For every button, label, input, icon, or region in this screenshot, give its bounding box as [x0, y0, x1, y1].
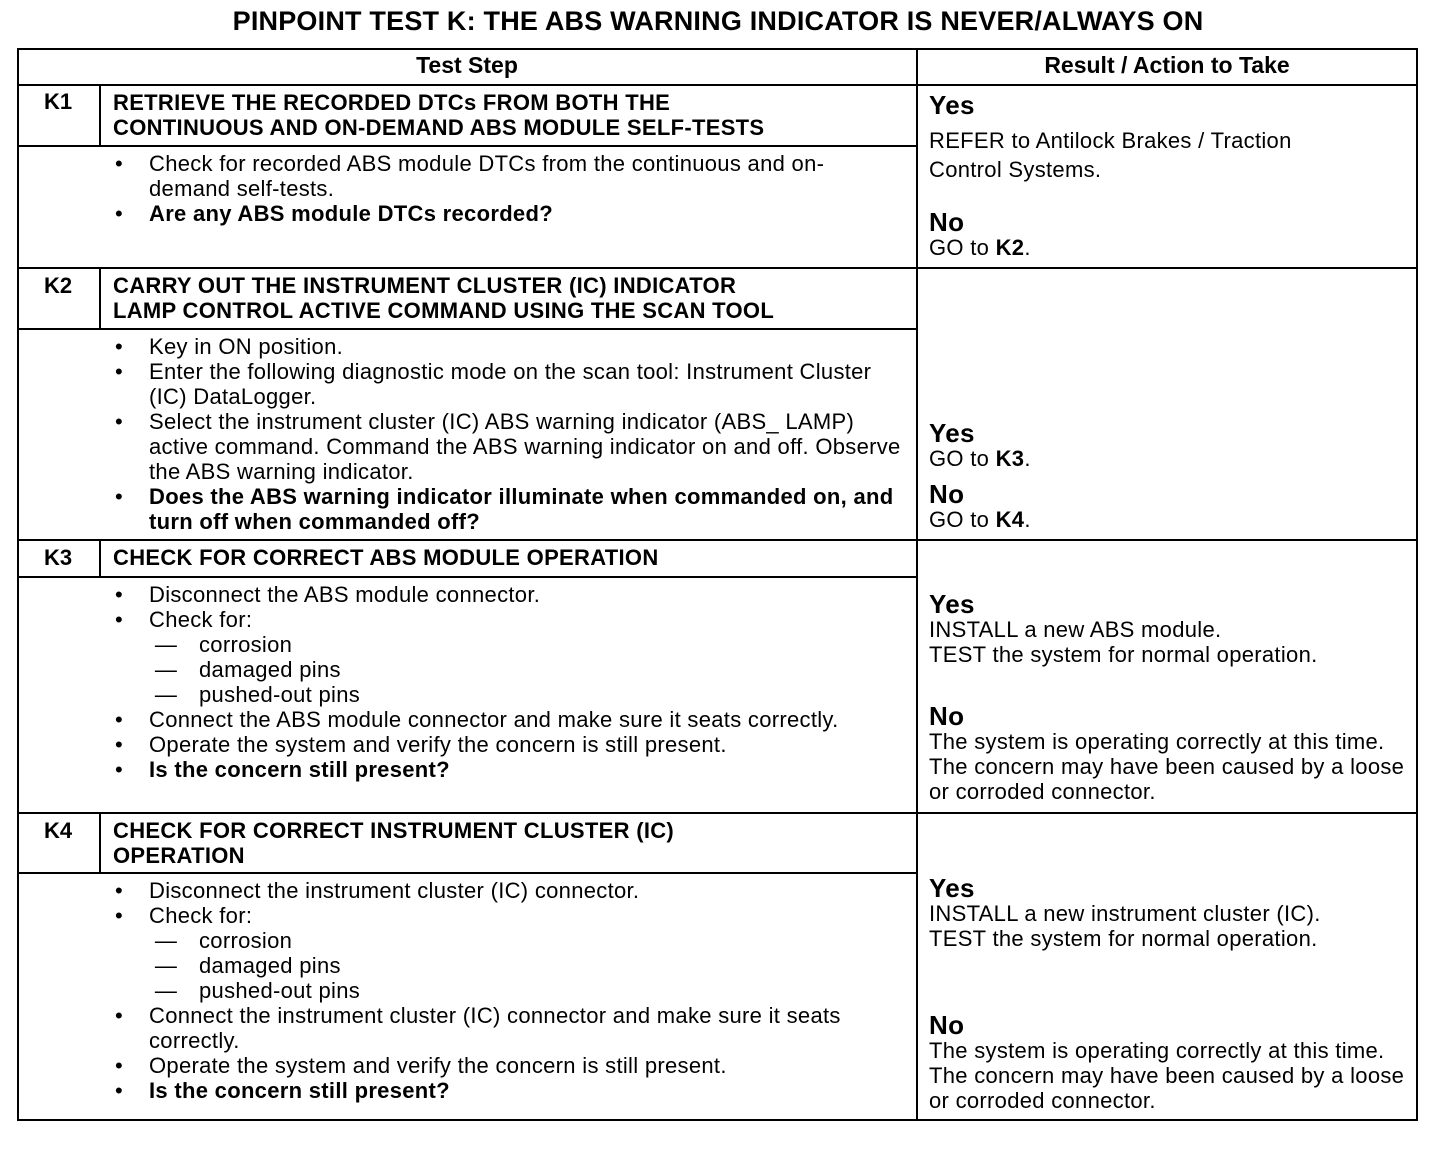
list-item-text: pushed-out pins	[199, 682, 361, 707]
yes-label: Yes	[929, 90, 975, 120]
list-item-text: Are any ABS module DTCs recorded?	[149, 201, 553, 226]
bullet-marker: •	[114, 878, 123, 903]
list-item-text: Operate the system and verify the concern is still present.	[149, 1053, 727, 1078]
row-divider-k2	[17, 539, 1418, 541]
list-item-text: corrosion	[199, 928, 293, 953]
list-item-text: Select the instrument cluster (IC) ABS warning indicator (ABS_ LAMP) active command. Command the ABS warning indicator on and off. Observe the ABS warning indicator.	[149, 409, 901, 484]
bullet-marker: •	[114, 1003, 123, 1028]
list-item	[112, 928, 902, 953]
list-item	[112, 878, 902, 903]
step-title-k1	[113, 90, 903, 140]
list-item-text: Check for recorded ABS module DTCs from the continuous and on-demand self-tests.	[149, 151, 825, 201]
no-text: The system is operating correctly at this time. The concern may have been caused by a loose or corroded connector.	[929, 729, 1405, 804]
step-id-k2: K2	[43, 273, 73, 298]
result-yes-k3	[929, 589, 1411, 667]
result-yes-k2	[929, 418, 1411, 471]
step-title-k3	[113, 545, 903, 570]
id-divider-k4	[99, 812, 101, 873]
list-item-text: Check for:	[149, 607, 253, 632]
list-item-text: Disconnect the instrument cluster (IC) connector.	[149, 878, 640, 903]
no-label: No	[929, 207, 965, 237]
bullet-marker: •	[114, 1078, 123, 1103]
list-item-text: Is the concern still present?	[149, 757, 450, 782]
no-suffix: .	[1024, 235, 1031, 260]
list-item	[112, 1003, 902, 1053]
no-label: No	[929, 1010, 965, 1040]
yes-text-line: INSTALL a new instrument cluster (IC).	[929, 901, 1321, 926]
list-item	[112, 707, 902, 732]
no-text	[929, 235, 1411, 260]
step-title-k2	[113, 273, 903, 323]
bullet-marker: •	[114, 1053, 123, 1078]
list-item	[112, 732, 902, 757]
step-items-k4	[112, 878, 902, 1103]
bullet-marker: •	[114, 582, 123, 607]
step-title-line: RETRIEVE THE RECORDED DTCs FROM BOTH THE	[113, 90, 671, 115]
list-item-text: Enter the following diagnostic mode on the scan tool: Instrument Cluster (IC) DataLogger.	[149, 359, 872, 409]
yes-label: Yes	[929, 589, 975, 619]
step-title-line: CHECK FOR CORRECT ABS MODULE OPERATION	[113, 545, 659, 570]
result-no-k1	[929, 207, 1411, 260]
yes-label: Yes	[929, 873, 975, 903]
bullet-marker: •	[114, 732, 123, 757]
page-title: PINPOINT TEST K: THE ABS WARNING INDICATOR IS NEVER/ALWAYS ON	[232, 6, 1204, 36]
result-no-k2	[929, 479, 1411, 532]
list-item	[112, 201, 902, 226]
list-item	[112, 484, 902, 534]
step-title-line: LAMP CONTROL ACTIVE COMMAND USING THE SCAN TOOL	[113, 298, 775, 323]
row-divider-k1	[17, 267, 1418, 269]
list-item-text: corrosion	[199, 632, 293, 657]
result-no-k4	[929, 1010, 1411, 1113]
list-item	[112, 607, 902, 632]
yes-prefix: GO to	[929, 446, 996, 471]
list-item-text: damaged pins	[199, 953, 341, 978]
list-item	[112, 757, 902, 782]
header-divider	[17, 84, 1418, 86]
title-divider-k3	[17, 576, 917, 578]
step-id-k4: K4	[43, 818, 73, 843]
column-divider	[916, 48, 918, 1121]
list-item-text: damaged pins	[199, 657, 341, 682]
yes-label: Yes	[929, 418, 975, 448]
step-title-k4	[113, 818, 903, 868]
id-divider-k3	[99, 539, 101, 577]
step-title-line: CONTINUOUS AND ON-DEMAND ABS MODULE SELF-TESTS	[113, 115, 765, 140]
list-item	[112, 903, 902, 928]
bullet-marker: •	[114, 151, 123, 176]
list-item	[112, 334, 902, 359]
dash-marker: —	[154, 978, 178, 1003]
result-yes-k1	[929, 90, 1411, 184]
list-item	[112, 359, 902, 409]
bullet-marker: •	[114, 607, 123, 632]
step-title-line: CHECK FOR CORRECT INSTRUMENT CLUSTER (IC)	[113, 818, 675, 843]
result-no-k3	[929, 701, 1411, 804]
list-item-text: Disconnect the ABS module connector.	[149, 582, 541, 607]
step-title-line: OPERATION	[113, 843, 245, 868]
title-divider-k2	[17, 328, 917, 330]
dash-marker: —	[154, 682, 178, 707]
step-ref: K2	[995, 235, 1025, 260]
yes-text: REFER to Antilock Brakes / Traction Control Systems.	[929, 128, 1292, 182]
header-test-step: Test Step	[416, 52, 518, 78]
header-result-action: Result / Action to Take	[1044, 52, 1290, 78]
list-item	[112, 682, 902, 707]
title-divider-k1	[17, 145, 917, 147]
no-text	[929, 507, 1411, 532]
list-item	[112, 632, 902, 657]
list-item-text: pushed-out pins	[199, 978, 361, 1003]
dash-marker: —	[154, 657, 178, 682]
bullet-marker: •	[114, 484, 123, 509]
step-title-line: CARRY OUT THE INSTRUMENT CLUSTER (IC) INDICATOR	[113, 273, 737, 298]
dash-marker: —	[154, 953, 178, 978]
list-item-text: Operate the system and verify the concern is still present.	[149, 732, 727, 757]
bullet-marker: •	[114, 201, 123, 226]
list-item	[112, 1078, 902, 1103]
no-prefix: GO to	[929, 507, 996, 532]
list-item-text: Is the concern still present?	[149, 1078, 450, 1103]
step-id-k1: K1	[43, 89, 73, 114]
list-item	[112, 582, 902, 607]
list-item-text: Connect the instrument cluster (IC) connector and make sure it seats correctly.	[149, 1003, 841, 1053]
dash-marker: —	[154, 632, 178, 657]
dash-marker: —	[154, 928, 178, 953]
list-item-text: Check for:	[149, 903, 253, 928]
no-label: No	[929, 701, 965, 731]
list-item	[112, 409, 902, 484]
step-items-k3	[112, 582, 902, 782]
list-item	[112, 151, 902, 201]
no-prefix: GO to	[929, 235, 996, 260]
step-ref: K4	[995, 507, 1025, 532]
yes-text-line: INSTALL a new ABS module.	[929, 617, 1222, 642]
no-text: The system is operating correctly at this time. The concern may have been caused by a loose or corroded connector.	[929, 1038, 1405, 1113]
step-ref: K3	[995, 446, 1025, 471]
result-yes-k4	[929, 873, 1411, 951]
list-item	[112, 953, 902, 978]
yes-text-line: TEST the system for normal operation.	[929, 926, 1318, 951]
no-label: No	[929, 479, 965, 509]
step-items-k1	[112, 151, 902, 226]
id-divider-k2	[99, 267, 101, 329]
bullet-marker: •	[114, 409, 123, 434]
list-item	[112, 1053, 902, 1078]
step-id-k3: K3	[43, 545, 73, 570]
list-item-text: Key in ON position.	[149, 334, 344, 359]
bullet-marker: •	[114, 334, 123, 359]
id-divider-k1	[99, 84, 101, 146]
bullet-marker: •	[114, 757, 123, 782]
list-item-text: Connect the ABS module connector and make sure it seats correctly.	[149, 707, 839, 732]
yes-text-line: TEST the system for normal operation.	[929, 642, 1318, 667]
yes-suffix: .	[1024, 446, 1031, 471]
bullet-marker: •	[114, 359, 123, 384]
title-divider-k4	[17, 872, 917, 874]
row-divider-k3	[17, 812, 1418, 814]
step-items-k2	[112, 334, 902, 534]
bullet-marker: •	[114, 707, 123, 732]
yes-text	[929, 446, 1411, 471]
list-item	[112, 978, 902, 1003]
list-item-text: Does the ABS warning indicator illuminate when commanded on, and turn off when commanded off?	[149, 484, 894, 534]
no-suffix: .	[1024, 507, 1031, 532]
list-item	[112, 657, 902, 682]
bullet-marker: •	[114, 903, 123, 928]
